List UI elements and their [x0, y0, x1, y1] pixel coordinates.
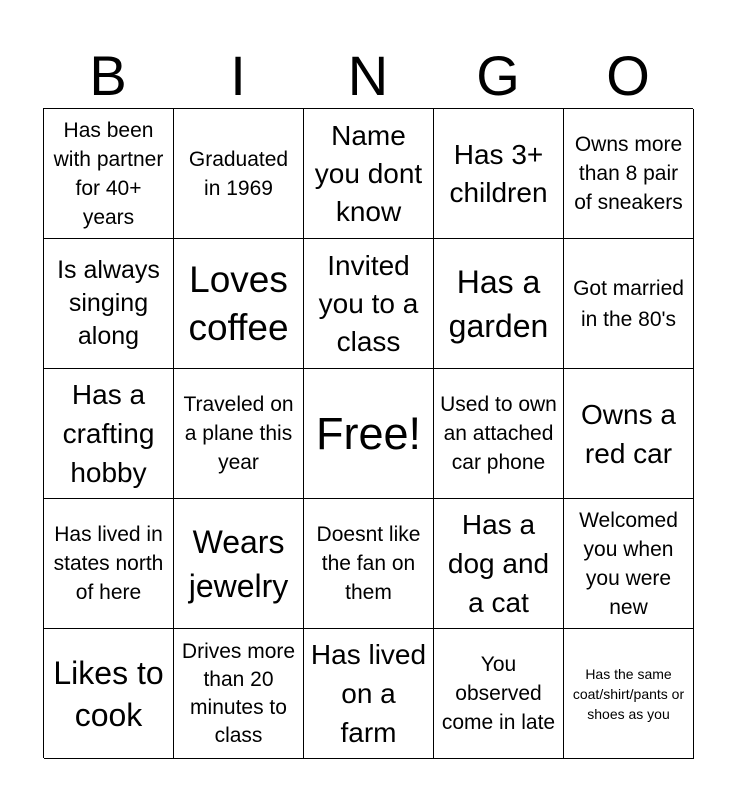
cell-text: Has lived on a farm — [310, 639, 427, 748]
cell-text: Has a garden — [448, 263, 549, 344]
cell-text: Likes to cook — [53, 654, 164, 733]
bingo-cell-r5-c3[interactable] — [304, 629, 434, 759]
cell-text: Has 3+ children — [449, 138, 548, 208]
header-letter-g: G — [476, 44, 520, 107]
header-letter-o: O — [606, 44, 650, 107]
cell-text: Graduated in 1969 — [188, 147, 289, 200]
bingo-cell-r3-c2[interactable] — [174, 369, 304, 499]
bingo-cell-r5-c4[interactable] — [434, 629, 564, 759]
cell-text: Is always singing along — [57, 256, 160, 350]
cell-text: Has a crafting hobby — [62, 379, 155, 488]
cell-text: Welcomed you when you were new — [579, 508, 678, 619]
cell-text: Has lived in states north of here — [53, 523, 164, 604]
bingo-cell-r1-c2[interactable] — [174, 109, 304, 239]
cell-text: Has the same coat/shirt/pants or shoes as you — [572, 665, 685, 722]
cell-text: You observed come in late — [441, 653, 556, 734]
cell-text: Got married in the 80's — [573, 276, 684, 331]
cell-text: Has been with partner for 40+ years — [53, 118, 164, 229]
bingo-cell-r1-c1[interactable] — [44, 109, 174, 239]
bingo-cell-r4-c3[interactable] — [304, 499, 434, 629]
header-letter-i: I — [230, 44, 246, 107]
cell-text: Traveled on a plane this year — [183, 393, 294, 474]
cell-text: Has a dog and a cat — [447, 509, 550, 618]
bingo-cell-r4-c4[interactable] — [434, 499, 564, 629]
free-space[interactable] — [304, 369, 434, 499]
header-letter-n: N — [347, 44, 389, 107]
bingo-cell-r1-c4[interactable] — [434, 109, 564, 239]
cell-text: Owns a red car — [581, 398, 676, 469]
bingo-cell-r3-c5[interactable] — [564, 369, 694, 499]
bingo-cell-r4-c5[interactable] — [564, 499, 694, 629]
cell-text: Invited you to a class — [318, 249, 419, 357]
free-space-label: Free! — [315, 407, 422, 459]
bingo-cell-r1-c3[interactable] — [304, 109, 434, 239]
cell-text: Doesnt like the fan on them — [316, 523, 421, 604]
bingo-cell-r3-c4[interactable] — [434, 369, 564, 499]
bingo-grid — [43, 108, 693, 758]
header-letter-b: B — [89, 44, 127, 107]
cell-text: Loves coffee — [188, 258, 289, 348]
bingo-cell-r3-c1[interactable] — [44, 369, 174, 499]
bingo-cell-r2-c3[interactable] — [304, 239, 434, 369]
bingo-header — [43, 44, 693, 108]
bingo-cell-r5-c1[interactable] — [44, 629, 174, 759]
bingo-cell-r4-c2[interactable] — [174, 499, 304, 629]
bingo-cell-r5-c2[interactable] — [174, 629, 304, 759]
bingo-cell-r4-c1[interactable] — [44, 499, 174, 629]
bingo-cell-r2-c4[interactable] — [434, 239, 564, 369]
cell-text: Owns more than 8 pair of sneakers — [574, 133, 683, 214]
cell-text: Wears jewelry — [188, 523, 289, 604]
bingo-cell-r2-c2[interactable] — [174, 239, 304, 369]
cell-text: Name you dont know — [314, 119, 423, 227]
bingo-cell-r1-c5[interactable] — [564, 109, 694, 239]
bingo-cell-r2-c5[interactable] — [564, 239, 694, 369]
cell-text: Used to own an attached car phone — [440, 393, 557, 474]
bingo-cell-r5-c5[interactable] — [564, 629, 694, 759]
bingo-cell-r2-c1[interactable] — [44, 239, 174, 369]
cell-text: Drives more than 20 minutes to class — [181, 639, 296, 747]
